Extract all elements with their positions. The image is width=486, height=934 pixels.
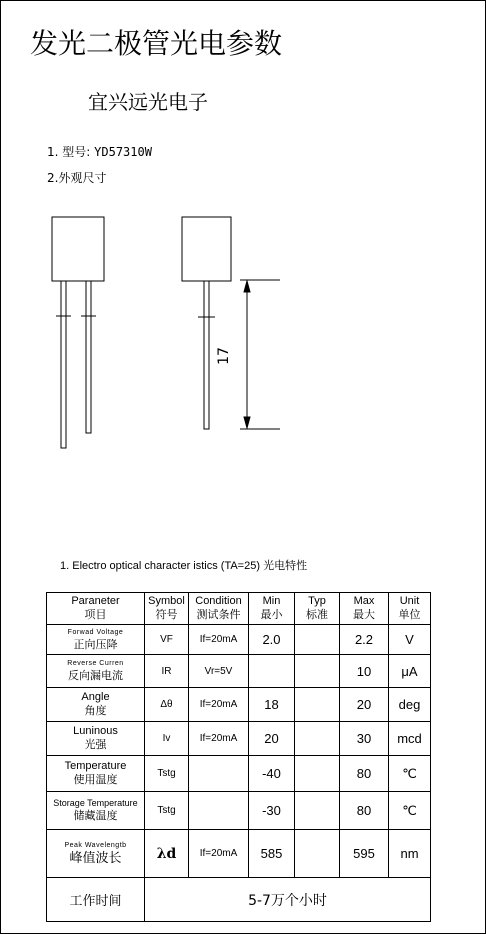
param-cell: Reverse Curren 反向漏电流 <box>47 655 145 688</box>
company-name: 宜兴远光电子 <box>88 90 208 114</box>
max-cell: 595 <box>340 830 389 878</box>
condition-cell: If=20mA <box>189 688 249 722</box>
symbol-cell: VF <box>145 625 189 655</box>
typ-cell <box>295 756 340 792</box>
min-cell: 2.0 <box>249 625 295 655</box>
min-cell <box>249 655 295 688</box>
outline-drawing <box>0 200 486 460</box>
param-cell: Luninous 光强 <box>47 722 145 756</box>
typ-cell <box>295 792 340 830</box>
condition-cell <box>189 756 249 792</box>
dimension-value: 17 <box>216 347 232 365</box>
max-cell: 30 <box>340 722 389 756</box>
header-condition: Condition 测试条件 <box>189 593 249 625</box>
typ-cell <box>295 722 340 756</box>
param-cell: Forwad Voltage 正向压降 <box>47 625 145 655</box>
symbol-cell: Tstg <box>145 756 189 792</box>
condition-cell: Vr=5V <box>189 655 249 688</box>
header-max: Max 最大 <box>340 593 389 625</box>
front-view <box>52 217 104 448</box>
param-cell: Angle 角度 <box>47 688 145 722</box>
model-line <box>47 143 152 160</box>
max-cell: 80 <box>340 792 389 830</box>
unit-cell: V <box>389 625 431 655</box>
param-cell: Temperature 使用温度 <box>47 756 145 792</box>
work-time-row <box>47 878 431 922</box>
max-cell: 80 <box>340 756 389 792</box>
condition-cell: If=20mA <box>189 722 249 756</box>
table-row <box>47 688 431 722</box>
condition-cell <box>189 792 249 830</box>
param-cell: Storage Temperature 储藏温度 <box>47 792 145 830</box>
unit-cell: ℃ <box>389 756 431 792</box>
typ-cell <box>295 830 340 878</box>
table-row <box>47 625 431 655</box>
header-min: Min 最小 <box>249 593 295 625</box>
typ-cell <box>295 655 340 688</box>
min-cell: 18 <box>249 688 295 722</box>
spec-table <box>46 592 431 922</box>
header-parameter: Paraneter 项目 <box>47 593 145 625</box>
symbol-cell: Δθ <box>145 688 189 722</box>
model-number: YD57310W <box>94 145 152 159</box>
symbol-cell: Tstg <box>145 792 189 830</box>
table-row <box>47 830 431 878</box>
param-cell: Peak Wavelengtb 峰值波长 <box>47 830 145 878</box>
min-cell: 585 <box>249 830 295 878</box>
table-row <box>47 792 431 830</box>
header-typ: Typ 标准 <box>295 593 340 625</box>
unit-cell: ℃ <box>389 792 431 830</box>
table-header-row <box>47 593 431 625</box>
work-time-label: 工作时间 <box>47 878 145 922</box>
unit-cell: nm <box>389 830 431 878</box>
min-cell: 20 <box>249 722 295 756</box>
page-title: 发光二极管光电参数 <box>30 27 283 60</box>
work-time-value: 5-7万个小时 <box>145 878 431 922</box>
typ-cell <box>295 625 340 655</box>
table-row <box>47 655 431 688</box>
condition-cell: If=20mA <box>189 625 249 655</box>
unit-cell: deg <box>389 688 431 722</box>
typ-cell <box>295 688 340 722</box>
model-label: 1. 型号: <box>47 145 91 159</box>
table-row <box>47 756 431 792</box>
symbol-cell: Iv <box>145 722 189 756</box>
header-unit: Unit 单位 <box>389 593 431 625</box>
side-view <box>182 217 231 429</box>
header-symbol: Symbol 符号 <box>145 593 189 625</box>
unit-cell: μA <box>389 655 431 688</box>
min-cell: -30 <box>249 792 295 830</box>
dimension-heading: 2.外观尺寸 <box>47 171 107 185</box>
symbol-cell: λd <box>145 830 189 878</box>
max-cell: 2.2 <box>340 625 389 655</box>
symbol-cell: IR <box>145 655 189 688</box>
min-cell: -40 <box>249 756 295 792</box>
unit-cell: mcd <box>389 722 431 756</box>
condition-cell: If=20mA <box>189 830 249 878</box>
dimension-line <box>240 280 280 429</box>
table-row <box>47 722 431 756</box>
max-cell: 20 <box>340 688 389 722</box>
section-heading: 1. Electro optical character istics (TA=25) 光电特性 <box>60 560 308 572</box>
max-cell: 10 <box>340 655 389 688</box>
